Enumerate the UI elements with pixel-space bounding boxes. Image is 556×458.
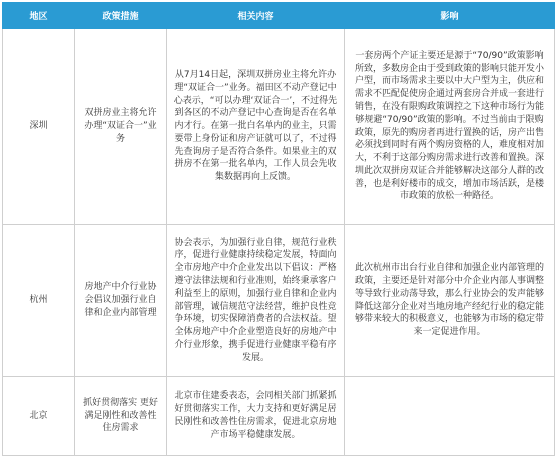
impact-cell: 此次杭州市出台行业自律和加强企业内部管理的政策，主要还是针对部分中介企业内部人事调整等导致行业动荡导致，那么行业协会的发声能够降低这部分企业对当地房地产经纪行业的稳定能够带来较大的积极意义，也能够为市场的稳定带来一定促进作用。: [345, 225, 555, 377]
table-row: [3, 225, 555, 377]
measure-cell: 房地产中介行业协会倡议加强行业自律和企业内部管理: [75, 225, 167, 377]
region-cell: 杭州: [3, 225, 75, 377]
impact-cell: 一套房两个产证主要还是源于“70/90”政策影响所致，多数房企由于受到政策的影响只能开发小户型，而市场需求主要以中大户型为主，供应和需求不匹配促使房企通过两套房合并成一套进行销售，在没有限购政策调控之下这种市场行为能够规避“70/90”政策的影响。不过当前由于限购政策，原先的购房者再进行置换的话，房产出售必须找到同时有两个购房资格的人，难度相对加大，不利于这部分购房需求进行改善和置换。深圳此次双拼房双证合并能够解决这部分人群的改善，也是利好楼市的成交，增加市场活跃，是楼市政策的放松一种路径。: [345, 29, 555, 225]
content-cell: 协会表示，为加强行业自律，规范行业秩序，促进行业健康持续稳定发展，特面向全市房地产中介企业发出以下倡议：严格遵守法律法规和行业准则，始终秉承客户利益至上的原则，加强行业自律和企业内部管理，诚信规范守法经营，维护良性竞争环境，切实保障消费者的合法权益。望全体房地产中介企业塑造良好的房地产中介行业形象，携手促进行业健康平稳有序发展。: [167, 225, 345, 377]
content-cell: 北京市住建委表态，会同相关部门抓紧抓好贯彻落实工作，大力支持和更好满足居民刚性和改善性住房需求，促进北京房地产市场平稳健康发展。: [167, 377, 345, 456]
table-row: [3, 29, 555, 225]
table-header-row: [3, 3, 555, 29]
measure-cell: 抓好贯彻落实 更好满足刚性和改善性住房需求: [75, 377, 167, 456]
region-cell: 深圳: [3, 29, 75, 225]
header-impact: 影响: [345, 3, 555, 29]
header-measure: 政策措施: [75, 3, 167, 29]
measure-cell: 双拼房业主将允许办理“双证合一”业务: [75, 29, 167, 225]
table-row: [3, 377, 555, 456]
header-region: 地区: [3, 3, 75, 29]
content-cell: 从7月14日起，深圳双拼房业主将允许办理“双证合一”业务。福田区不动产登记中心表示，“可以办理‘双证合一’，不过得先到各区的不动产登记中心查询是否在名单内才行。在第一批白名单内的业主，只需要带上身份证和房产证就可以了，不过得先查询房子是否符合条件。如果业主的双拼房不在第一批名单内，工作人员会先收集数据再向上反馈。: [167, 29, 345, 225]
region-cell: 北京: [3, 377, 75, 456]
impact-cell: [345, 377, 555, 456]
policy-table: [2, 2, 555, 456]
header-content: 相关内容: [167, 3, 345, 29]
